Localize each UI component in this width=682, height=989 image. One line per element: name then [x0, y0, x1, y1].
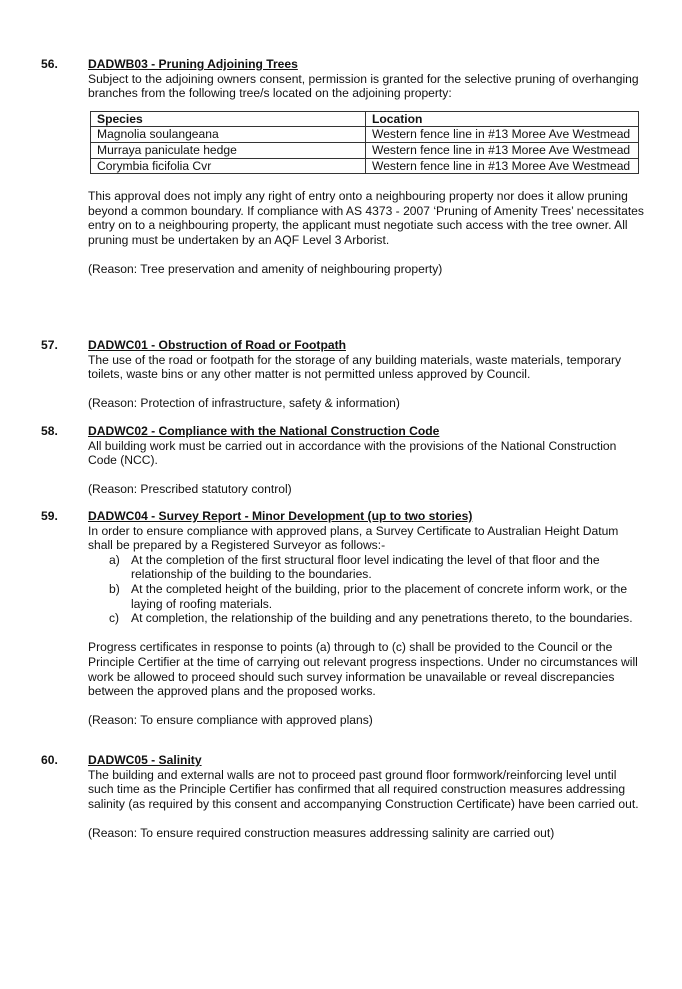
list-item-text: At the completion of the first structural floor level indicating the level of that floor and the relationship of the building to the boundaries.	[131, 552, 600, 582]
list-item	[88, 582, 644, 611]
list-marker: c)	[109, 611, 120, 626]
condition-title: DADWC01 - Obstruction of Road or Footpath	[88, 338, 346, 352]
list-item	[88, 553, 644, 582]
species-cell: Corymbia ficifolia Cvr	[91, 158, 366, 174]
column-header-species: Species	[91, 111, 366, 127]
location-cell: Western fence line in #13 Moree Ave Westmead	[366, 127, 639, 143]
condition-number: 57.	[41, 338, 58, 352]
condition-title: DADWB03 - Pruning Adjoining Trees	[88, 57, 298, 71]
list-item-text: At the completed height of the building, prior to the placement of concrete inform work, or the laying of roofing materials.	[131, 581, 628, 611]
survey-items-list	[88, 553, 644, 626]
condition-title: DADWC05 - Salinity	[88, 753, 202, 767]
condition-number: 60.	[41, 753, 58, 767]
condition-text: The building and external walls are not to proceed past ground floor formwork/reinforcing level until such time as the Principle Certifier has confirmed that all required construction measures addressing salinity (as required by this consent and accompanying Construction Certificate) have been carried out.	[88, 767, 639, 811]
condition-reason: (Reason: To ensure compliance with approved plans)	[88, 713, 373, 728]
column-header-location: Location	[366, 111, 639, 127]
table-row	[91, 127, 639, 143]
condition-reason: (Reason: Tree preservation and amenity of neighbouring property)	[88, 262, 443, 277]
list-marker: b)	[109, 581, 120, 596]
condition-text: Progress certificates in response to points (a) through to (c) shall be provided to the Council or the Principle Certifier at the time of carrying out relevant progress inspections. Under no circumstances will work be allowed to proceed should such survey information be unavailable or reveal discrepancies between the approved plans and the proposed works.	[88, 640, 638, 699]
condition-reason: (Reason: To ensure required construction measures addressing salinity are carried out)	[88, 825, 555, 840]
species-cell: Magnolia soulangeana	[91, 127, 366, 143]
list-item-text: At completion, the relationship of the building and any penetrations thereto, to the boundaries.	[131, 611, 633, 626]
condition-body	[88, 753, 644, 841]
condition-number: 59.	[41, 509, 58, 523]
condition-title: DADWC04 - Survey Report - Minor Development (up to two stories)	[88, 509, 473, 523]
condition-text: This approval does not imply any right of entry onto a neighbouring property nor does it allow pruning beyond a common boundary. If compliance with AS 4373 - 2007 ‘Pruning of Amenity Trees’ necessitates entry on to a neighbouring property, the applicant must negotiate such access with the tree owner. All pruning must be undertaken by an AQF Level 3 Arborist.	[88, 189, 644, 247]
condition-body	[88, 57, 644, 277]
condition-intro: Subject to the adjoining owners consent, permission is granted for the selective pruning of overhanging branches from the following tree/s located on the adjoining property:	[88, 71, 639, 101]
condition-intro: In order to ensure compliance with approved plans, a Survey Certificate to Australian Height Datum shall be prepared by a Registered Surveyor as follows:-	[88, 523, 619, 553]
location-cell: Western fence line in #13 Moree Ave Westmead	[366, 158, 639, 174]
table-row	[91, 142, 639, 158]
condition-title: DADWC02 - Compliance with the National Construction Code	[88, 424, 440, 438]
condition-body	[88, 509, 644, 728]
list-item	[88, 611, 644, 626]
table-header-row	[91, 111, 639, 127]
trees-table	[90, 111, 639, 174]
condition-number: 56.	[41, 57, 58, 71]
condition-reason: (Reason: Prescribed statutory control)	[88, 482, 292, 497]
condition-reason: (Reason: Protection of infrastructure, safety & information)	[88, 396, 400, 411]
condition-number: 58.	[41, 424, 58, 438]
condition-body	[88, 424, 644, 497]
species-cell: Murraya paniculate hedge	[91, 142, 366, 158]
list-marker: a)	[109, 552, 120, 567]
condition-text: The use of the road or footpath for the storage of any building materials, waste materials, temporary toilets, waste bins or any other matter is not permitted unless approved by Council.	[88, 352, 622, 382]
condition-body	[88, 338, 644, 411]
condition-text: All building work must be carried out in accordance with the provisions of the National Construction Code (NCC).	[88, 438, 617, 468]
location-cell: Western fence line in #13 Moree Ave Westmead	[366, 142, 639, 158]
table-row	[91, 158, 639, 174]
